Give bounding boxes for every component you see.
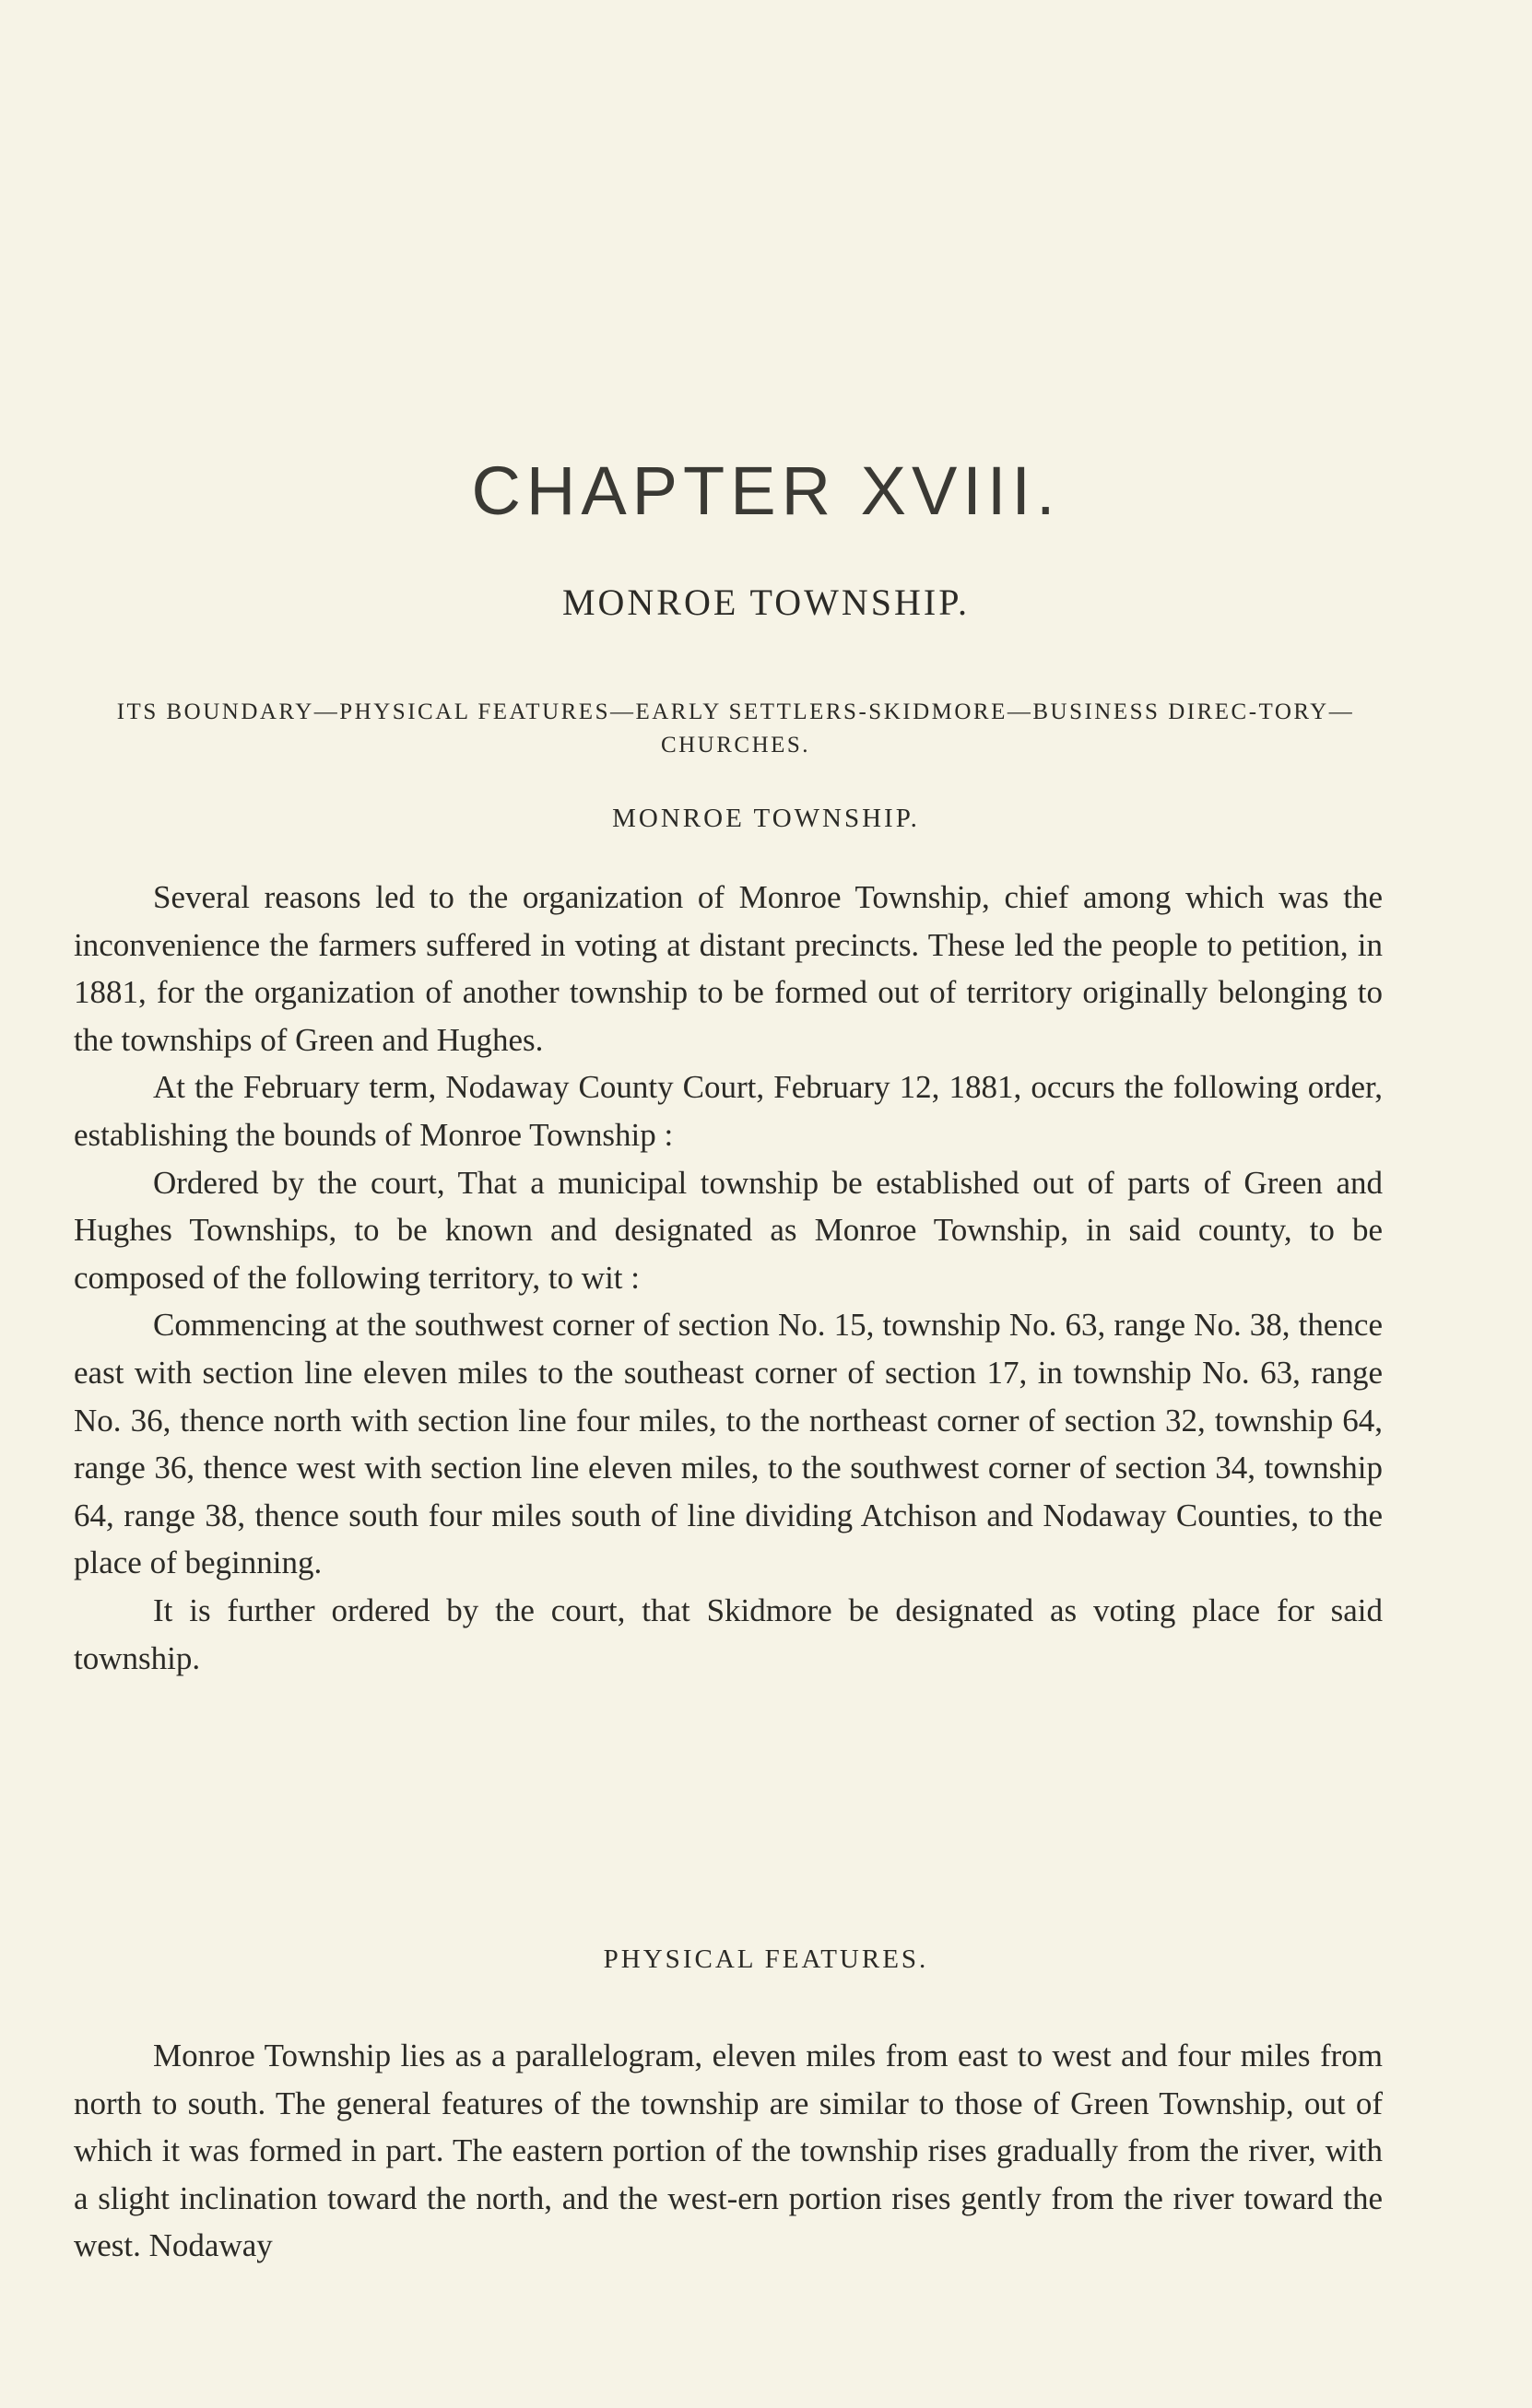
chapter-contents-summary: ITS BOUNDARY—PHYSICAL FEATURES—EARLY SETTLERS-SKIDMORE—BUSINESS DIREC-TORY—CHURCHES. — [116, 699, 1355, 758]
section-body-physical-features — [74, 2032, 1383, 2270]
paragraph: Commencing at the southwest corner of section No. 15, township No. 63, range No. 38, thence east with section line eleven miles to the southeast corner of section 17, in township No. 63, range No. 36, thence north with section line four miles, to the northeast corner of section 32, township 64, range 36, thence west with section line eleven miles, to the southwest corner of section 34, township 64, range 38, thence south four miles south of line dividing Atchison and Nodaway Counties, to the place of beginning. — [74, 1307, 1383, 1581]
chapter-title: CHAPTER XVIII. — [471, 452, 1061, 529]
paragraph: Several reasons led to the organization of Monroe Township, chief among which was the inconvenience the farmers suffered in voting at distant precincts. These led the people to petition, in 1881, for the organization of another township to be formed out of territory originally belonging to the townships of Green and Hughes. — [74, 879, 1383, 1058]
paragraph: At the February term, Nodaway County Court, February 12, 1881, occurs the following order, establishing the bounds of Monroe Township : — [74, 1069, 1383, 1153]
chapter-subtitle: MONROE TOWNSHIP. — [561, 581, 971, 623]
section-heading-monroe-township: MONROE TOWNSHIP. — [612, 804, 920, 833]
paragraph: It is further ordered by the court, that Skidmore be designated as voting place for said township. — [74, 1592, 1383, 1676]
section-heading-physical-features: PHYSICAL FEATURES. — [603, 1944, 929, 1974]
paragraph: Ordered by the court, That a municipal township be established out of parts of Green and Hughes Townships, to be known and designated as Monroe Township, in said county, to be composed of the following territory, to wit : — [74, 1164, 1383, 1296]
paragraph: Monroe Township lies as a parallelogram, eleven miles from east to west and four miles from north to south. The general features of the township are similar to those of Green Township, out of which it was formed in part. The eastern portion of the township rises gradually from the river, with a slight inclination toward the north, and the west-ern portion rises gently from the river toward the west. Nodaway — [74, 2038, 1383, 2264]
section-body-monroe-township — [74, 874, 1383, 1682]
